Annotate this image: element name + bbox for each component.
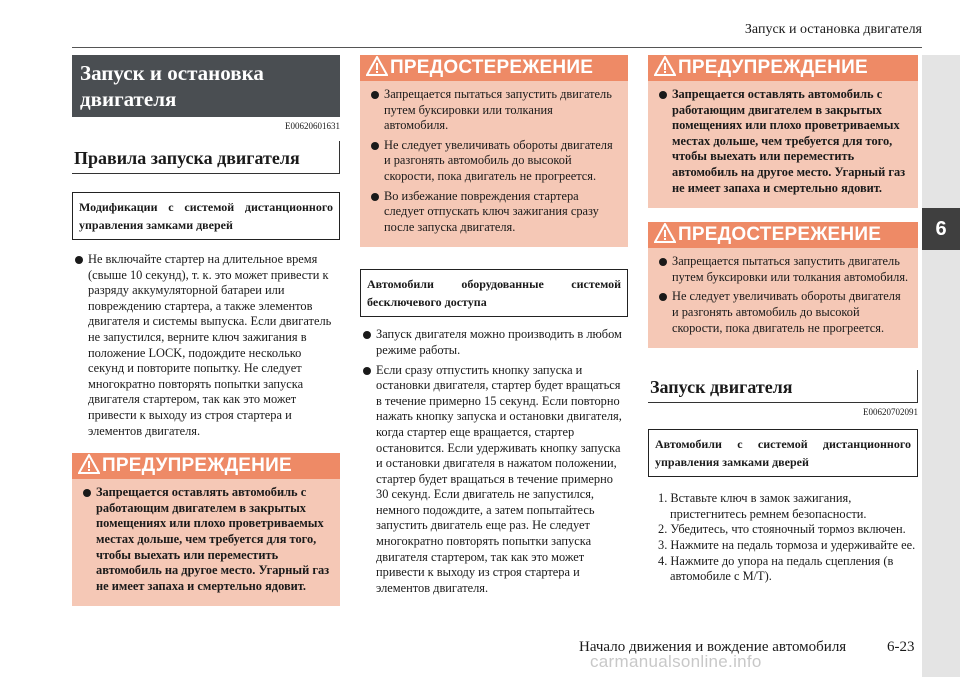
caution-item: Запрещается пытаться запустить двигатель путем буксировки или толкания автомобиля. bbox=[368, 87, 620, 134]
footer-section-title: Начало движения и вождение автомобиля bbox=[579, 639, 847, 655]
warning-box bbox=[72, 453, 340, 606]
section-code: E00620702091 bbox=[863, 407, 918, 418]
warning-heading: ПРЕДУПРЕЖДЕНИЕ bbox=[678, 57, 868, 78]
step-item: 1. Вставьте ключ в замок зажигания, пристегнитесь ремнем безопасности. bbox=[658, 491, 867, 521]
side-tab bbox=[922, 55, 960, 677]
spec-box-line: Автомобили оборудованные системой bbox=[367, 277, 621, 292]
caution-list bbox=[648, 248, 918, 336]
warning-triangle-icon bbox=[654, 223, 676, 243]
column-middle bbox=[360, 55, 628, 600]
warning-triangle-icon bbox=[654, 56, 676, 76]
bullet-item: Не включайте стартер на длительное время (свыше 10 секунд), т. к. это может привести к разряду аккумуляторной батареи или повреждению стартера, а также элементов двигателя и системы выпуска. Если двигатель не запустился, верните ключ зажигания в положение LOCK, подождите несколько секунд и повторите попытку. Не следует многократно повторять попытки запуска двигателя стартером, так как это может привести к выходу из строя стартера и элементов двигателя. bbox=[72, 252, 340, 439]
bullet-item: Запуск двигателя можно производить в любом режиме работы. bbox=[360, 327, 628, 358]
caution-box bbox=[648, 222, 918, 348]
section-title: Запуск двигателя bbox=[648, 370, 918, 403]
warning-triangle-icon bbox=[366, 56, 388, 76]
caution-item: Не следует увеличивать обороты двигателя и разгонять автомобиль до высокой скорости, пока двигатель не прогреется. bbox=[368, 138, 620, 185]
spec-box-line: Автомобили с системой дистанционного bbox=[655, 437, 911, 452]
warning-list bbox=[648, 81, 918, 196]
warning-triangle-icon bbox=[78, 454, 100, 474]
warning-item: Запрещается оставлять автомобиль с работающим двигателем в закрытых помещениях или плохо проветриваемых местах дольше, чем требуется для того, чтобы выехать или переместить автомобиль на другое место. Угарный газ не имеет запаха и смертельно ядовит. bbox=[80, 485, 332, 594]
caution-heading: ПРЕДОСТЕРЕЖЕНИЕ bbox=[678, 224, 882, 246]
step-item: 4. Нажмите до упора на педаль сцепления (в автомобиле с М/Т). bbox=[658, 553, 894, 584]
column-right bbox=[648, 55, 918, 585]
caution-item: Не следует увеличивать обороты двигателя и разгонять автомобиль до высокой скорости, пока двигатель не прогреется. bbox=[656, 289, 910, 336]
chapter-tab: 6 bbox=[922, 208, 960, 250]
spec-box-line: бесключевого доступа bbox=[367, 295, 487, 310]
warning-item: Запрещается оставлять автомобиль с работающим двигателем в закрытых помещениях или плохо проветриваемых местах дольше, чем требуется для того, чтобы выехать или переместить автомобиль на другое место. Угарный газ не имеет запаха и смертельно ядовит. bbox=[656, 87, 910, 196]
caution-heading: ПРЕДОСТЕРЕЖЕНИЕ bbox=[390, 57, 594, 78]
section-title: Правила запуска двигателя bbox=[72, 141, 340, 174]
caution-header bbox=[360, 55, 628, 81]
caution-list bbox=[360, 81, 628, 235]
warning-header bbox=[72, 453, 340, 479]
header-rule bbox=[72, 47, 922, 48]
caution-item: Запрещается пытаться запустить двигатель путем буксировки или толкания автомобиля. bbox=[656, 254, 910, 285]
bullet-list bbox=[72, 252, 340, 439]
page-number: 6-23 bbox=[887, 639, 915, 655]
steps-list bbox=[648, 491, 918, 585]
warning-header bbox=[648, 55, 918, 81]
bullet-item: Если сразу отпустить кнопку запуска и остановки двигателя, стартер будет вращаться в течение примерно 15 секунд. Если повторно нажать кнопку запуска и остановки двигателя, когда стартер еще вращается, стартер остановится. Если удерживать кнопку запуска и остановки двигателя в нажатом положении, стартер будет вращаться в течение примерно 30 секунд. Если двигатель не запустился, немного подождите, а затем попытайтесь запустить двигатель еще раз. Не следует многократно повторять попытки запуска двигателя стартером, так как это может привести к выходу из строя стартера и элементов двигателя. bbox=[360, 363, 628, 597]
spec-box bbox=[360, 269, 628, 317]
spec-box-line: управления замками дверей bbox=[79, 218, 233, 232]
spec-box bbox=[72, 192, 340, 240]
warning-box bbox=[648, 55, 918, 208]
warning-heading: ПРЕДУПРЕЖДЕНИЕ bbox=[102, 455, 292, 477]
caution-item: Во избежание повреждения стартера следует отпускать ключ зажигания сразу после запуска двигателя. bbox=[368, 189, 620, 236]
watermark: carmanualsonline.info bbox=[590, 652, 762, 671]
main-title: Запуск и остановка двигателя bbox=[72, 55, 340, 117]
spec-box-line: управления замками дверей bbox=[655, 455, 809, 470]
step-item: 3. Нажмите на педаль тормоза и удерживайте ее. bbox=[658, 537, 916, 552]
column-left bbox=[72, 55, 340, 606]
spec-box-line: Модификации с системой дистанционного bbox=[79, 200, 333, 214]
warning-list bbox=[72, 479, 340, 594]
caution-box bbox=[360, 55, 628, 247]
bullet-list bbox=[360, 327, 628, 596]
running-header: Запуск и остановка двигателя bbox=[744, 22, 922, 37]
caution-header bbox=[648, 222, 918, 248]
section-code: E00620601631 bbox=[285, 121, 340, 131]
spec-box bbox=[648, 429, 918, 477]
step-item: 2. Убедитесь, что стояночный тормоз включен. bbox=[658, 522, 906, 537]
